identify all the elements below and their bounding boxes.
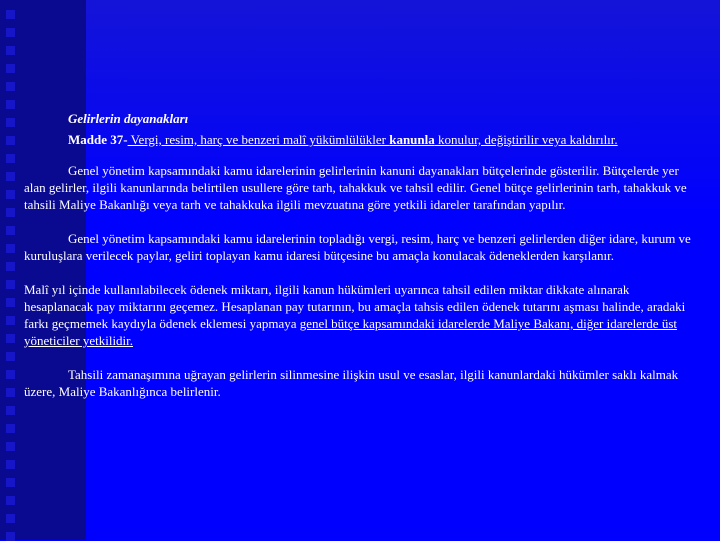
band-square <box>6 442 15 451</box>
band-square <box>6 334 15 343</box>
band-square <box>6 100 15 109</box>
band-square <box>6 82 15 91</box>
band-square <box>6 190 15 199</box>
band-square <box>6 352 15 361</box>
band-square <box>6 298 15 307</box>
band-square <box>6 262 15 271</box>
article-text-part1: Vergi, resim, harç ve benzeri malî yükümlülükler <box>127 132 390 147</box>
band-square <box>6 208 15 217</box>
band-square <box>6 154 15 163</box>
band-square <box>6 226 15 235</box>
band-square <box>6 10 15 19</box>
band-square <box>6 172 15 181</box>
band-square <box>6 280 15 289</box>
slide-title: Gelirlerin dayanakları <box>68 111 189 126</box>
band-square <box>6 316 15 325</box>
band-square <box>6 370 15 379</box>
band-square <box>6 64 15 73</box>
paragraph-3-underlined: genel bütçe kapsamındaki idarelerde Maliye Bakanı, diğer idarelerde üst yöneticiler yetkilidir. <box>24 316 677 348</box>
band-square <box>6 46 15 55</box>
band-square <box>6 514 15 523</box>
band-square <box>6 460 15 469</box>
paragraph-3 <box>24 281 696 349</box>
article-text-bold: kanunla <box>389 132 435 147</box>
article-number: Madde 37- <box>68 132 128 147</box>
band-square <box>6 388 15 397</box>
band-square <box>6 28 15 37</box>
paragraph-4: Tahsili zamanaşımına uğrayan gelirlerin silinmesine ilişkin usul ve esaslar, ilgili kanunlardaki hükümler saklı kalmak üzere, Maliye Bakanlığınca belirlenir. <box>24 367 679 399</box>
band-square <box>6 136 15 145</box>
band-square <box>6 406 15 415</box>
band-square <box>6 424 15 433</box>
article-text-part2: konulur, değiştirilir veya kaldırılır. <box>434 132 618 147</box>
paragraph-3-text: Malî yıl içinde kullanılabilecek ödenek miktarı, ilgili kanun hükümleri uyarınca tahsil edilen miktar dikkate alınarak hesaplanacak pay miktarını geçemez. Hesaplanan pay tutarının, bu amaçla tahsis edilen ödenek tutarını aşması halinde, aradaki farkı geçmemek kaydıyla ödenek eklemesi yapmaya <box>24 282 686 331</box>
band-square <box>6 118 15 127</box>
band-square <box>6 478 15 487</box>
paragraph-2: Genel yönetim kapsamındaki kamu idarelerinin topladığı vergi, resim, harç ve benzeri gelirlerden diğer idare, kurum ve kuruluşlara verilecek paylar, geliri toplayan kamu idaresi bütçesine bu amaçla konulacak ödeneklerden karşılanır. <box>24 231 691 263</box>
band-square <box>6 496 15 505</box>
band-square <box>6 244 15 253</box>
article-37 <box>68 131 696 148</box>
paragraph-1: Genel yönetim kapsamındaki kamu idarelerinin gelirlerinin kanuni dayanakları bütçelerinde gösterilir. Bütçelerde yer alan gelirler, ilgili kanunlarında belirtilen usullere göre tarh, tahakkuk ve tahsil edilir. Genel bütçe gelirlerinin tarh, tahakkuk ve tahsili Maliye Bakanlığı veya tarh ve tahakkuka ilgili mevzuatına göre yetkili idareler tarafından yapılır. <box>24 163 687 212</box>
slide-content <box>24 110 696 417</box>
